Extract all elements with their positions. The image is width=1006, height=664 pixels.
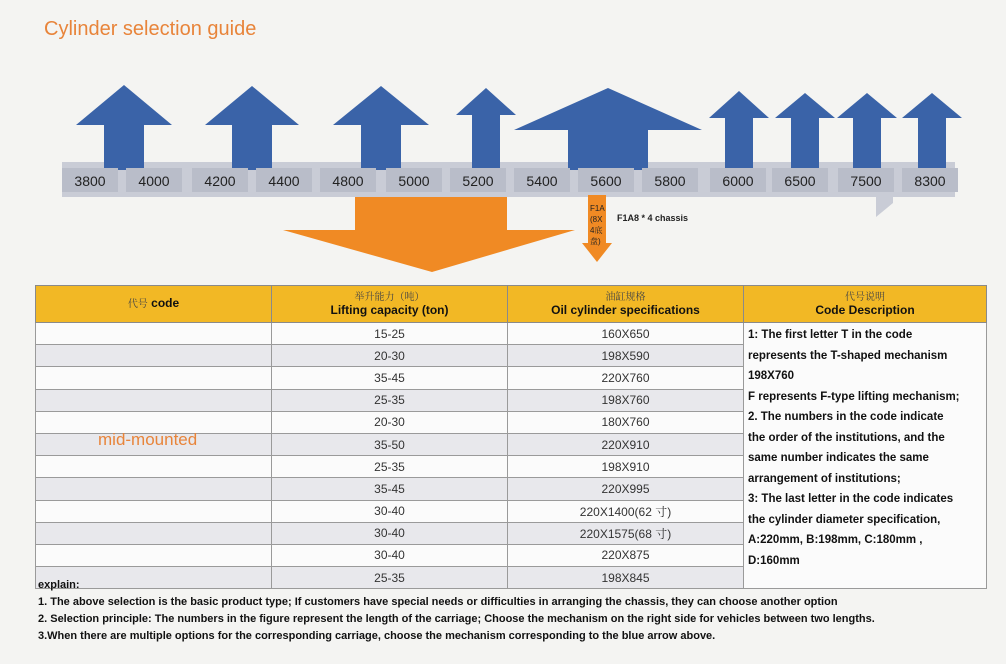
spec-cell: 198X590 bbox=[508, 345, 744, 367]
code-cell bbox=[36, 544, 272, 566]
code-cell bbox=[36, 522, 272, 544]
blue-up-arrow bbox=[76, 85, 172, 170]
length-label: 6000 bbox=[722, 173, 754, 189]
explain-line-3: 3.When there are multiple options for the corresponding carriage, choose the mechanism corresponding to the blue arrow above. bbox=[38, 630, 716, 642]
header-code bbox=[36, 286, 272, 323]
code-cell bbox=[36, 345, 272, 367]
length-label: 3800 bbox=[74, 173, 106, 189]
code-description-cell bbox=[744, 323, 987, 589]
table-row bbox=[36, 323, 987, 345]
mid-mounted-label: mid-mounted bbox=[98, 430, 198, 449]
explain-line-1: 1. The above selection is the basic product type; If customers have special needs or difficulties in arranging the chassis, they can choose another option bbox=[38, 596, 838, 608]
capacity-cell: 30-40 bbox=[272, 522, 508, 544]
capacity-cell: 15-25 bbox=[272, 323, 508, 345]
explain-line-2: 2. Selection principle: The numbers in the figure represent the length of the carriage; Choose the mechanism on the right side for vehicles between two lengths. bbox=[38, 613, 875, 625]
description-line: 1: The first letter T in the code bbox=[748, 329, 913, 341]
code-cell bbox=[36, 500, 272, 522]
blue-up-arrow bbox=[837, 93, 897, 170]
spec-cell: 180X760 bbox=[508, 411, 744, 433]
capacity-cell: 25-35 bbox=[272, 456, 508, 478]
table-header-row bbox=[36, 286, 987, 323]
blue-up-arrow bbox=[709, 91, 769, 170]
header-capacity bbox=[272, 286, 508, 323]
length-label: 4200 bbox=[204, 173, 236, 189]
description-line: 198X760 bbox=[748, 370, 795, 382]
explain-section bbox=[38, 577, 988, 657]
header-description-cn: 代号说明 bbox=[845, 292, 885, 303]
description-line: the cylinder diameter specification, bbox=[748, 513, 941, 526]
spec-cell: 198X760 bbox=[508, 389, 744, 411]
page-title: Cylinder selection guide bbox=[44, 18, 257, 40]
description-line: arrangement of institutions; bbox=[748, 472, 901, 485]
capacity-cell: 30-40 bbox=[272, 544, 508, 566]
spec-cell: 220X1575(68 寸) bbox=[508, 522, 744, 544]
length-label: 4800 bbox=[332, 173, 364, 189]
header-spec-en: Oil cylinder specifications bbox=[551, 303, 700, 317]
header-spec bbox=[508, 286, 744, 323]
blue-up-arrow bbox=[775, 93, 835, 170]
orange-arrow-code-sub: (8X bbox=[590, 215, 603, 224]
length-label: 4000 bbox=[138, 173, 170, 189]
capacity-cell: 20-30 bbox=[272, 411, 508, 433]
spec-cell: 220X875 bbox=[508, 544, 744, 566]
blue-up-arrow bbox=[902, 93, 962, 170]
description-line: represents the T-shaped mechanism bbox=[748, 349, 948, 362]
length-label: 5400 bbox=[526, 173, 558, 189]
description-line: F represents F-type lifting mechanism; bbox=[748, 390, 960, 403]
orange-arrow-code-label: F1A bbox=[590, 204, 605, 213]
description-line: 2. The numbers in the code indicate bbox=[748, 411, 944, 423]
code-cell bbox=[36, 323, 272, 345]
header-description bbox=[744, 286, 987, 323]
explain-heading: explain: bbox=[38, 579, 80, 591]
blue-up-arrow bbox=[205, 86, 299, 170]
code-cell bbox=[36, 478, 272, 500]
code-cell bbox=[36, 389, 272, 411]
blue-up-arrow bbox=[514, 88, 702, 170]
code-cell bbox=[36, 367, 272, 389]
capacity-cell: 25-35 bbox=[272, 567, 508, 589]
capacity-cell: 35-45 bbox=[272, 478, 508, 500]
header-capacity-cn: 举升能力（吨） bbox=[354, 292, 425, 303]
length-selection-diagram bbox=[0, 0, 1006, 290]
orange-arrow-code-sub3: 盘) bbox=[590, 237, 601, 246]
length-label: 8300 bbox=[914, 173, 946, 189]
code-cell bbox=[36, 456, 272, 478]
blue-up-arrow bbox=[333, 86, 429, 170]
blue-up-arrow bbox=[456, 88, 516, 170]
orange-arrow-text: F1A8 * 4 chassis bbox=[617, 213, 689, 223]
capacity-cell: 30-40 bbox=[272, 500, 508, 522]
spec-cell: 220X1400(62 寸) bbox=[508, 500, 744, 522]
spec-cell: 198X910 bbox=[508, 456, 744, 478]
length-label: 6500 bbox=[784, 173, 816, 189]
description-line: the order of the institutions, and the bbox=[748, 431, 945, 444]
spec-cell: 220X910 bbox=[508, 433, 744, 455]
header-spec-cn: 油缸规格 bbox=[605, 292, 646, 303]
header-code-en: code bbox=[151, 296, 180, 310]
length-label: 4400 bbox=[268, 173, 300, 189]
header-capacity-en: Lifting capacity (ton) bbox=[330, 303, 449, 317]
description-line: same number indicates the same bbox=[748, 452, 929, 464]
orange-arrow-code-sub2: 4底 bbox=[590, 226, 603, 235]
length-label: 5600 bbox=[590, 173, 622, 189]
description-line: 3: The last letter in the code indicates bbox=[748, 493, 954, 505]
orange-down-arrow bbox=[283, 190, 575, 272]
header-code-cn: 代号 bbox=[127, 299, 148, 310]
length-label: 7500 bbox=[850, 173, 882, 189]
capacity-cell: 35-45 bbox=[272, 367, 508, 389]
spec-cell: 220X995 bbox=[508, 478, 744, 500]
capacity-cell: 25-35 bbox=[272, 389, 508, 411]
spec-cell: 198X845 bbox=[508, 567, 744, 589]
capacity-cell: 20-30 bbox=[272, 345, 508, 367]
description-line: D:160mm bbox=[748, 554, 800, 567]
length-label: 5000 bbox=[398, 173, 430, 189]
header-description-en: Code Description bbox=[815, 303, 915, 317]
spec-cell: 220X760 bbox=[508, 367, 744, 389]
length-label: 5800 bbox=[654, 173, 686, 189]
length-label: 5200 bbox=[462, 173, 494, 189]
capacity-cell: 35-50 bbox=[272, 433, 508, 455]
spec-cell: 160X650 bbox=[508, 323, 744, 345]
description-line: A:220mm, B:198mm, C:180mm , bbox=[748, 534, 923, 546]
